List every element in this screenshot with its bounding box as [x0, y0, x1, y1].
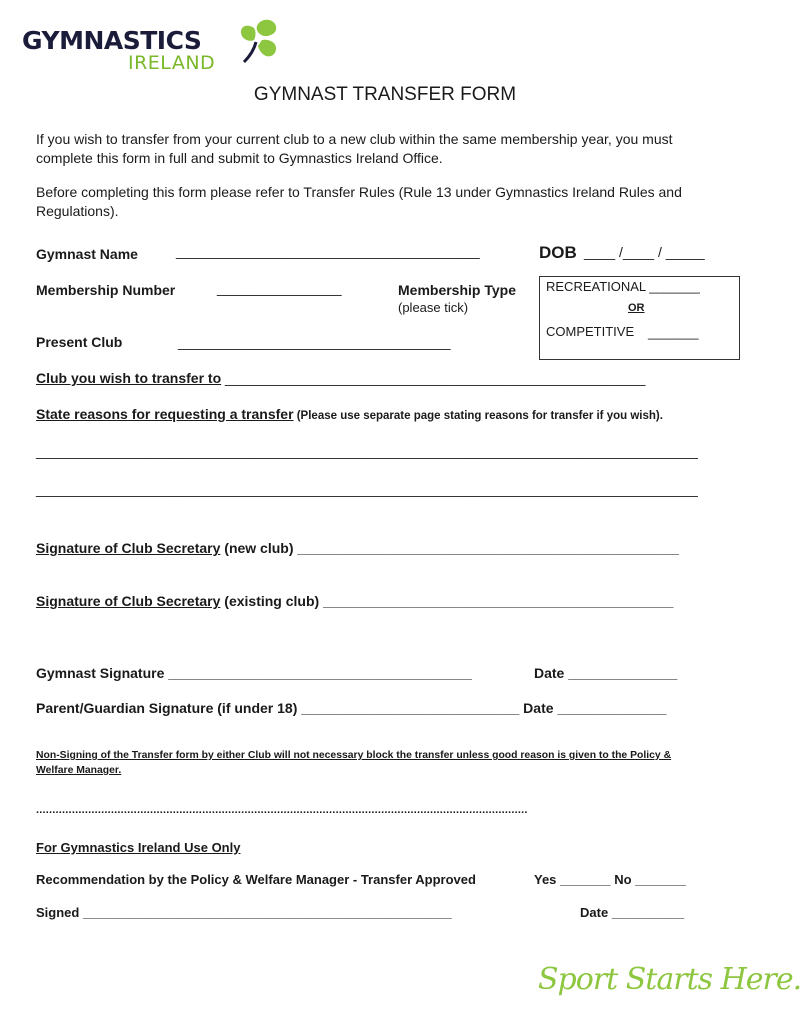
club-transfer-to-row — [36, 370, 645, 386]
logo — [22, 18, 287, 78]
dob-label: DOB — [539, 243, 577, 262]
club-transfer-to-label: Club you wish to transfer to — [36, 370, 222, 386]
dob-field[interactable]: ____ /____ / _____ — [584, 244, 705, 260]
recreational-option[interactable]: RECREATIONAL _______ — [546, 279, 700, 294]
page-title: GYMNAST TRANSFER FORM — [253, 84, 517, 105]
state-reasons-row — [36, 406, 663, 424]
present-club-label: Present Club — [36, 334, 123, 350]
gymnast-signature-field[interactable]: Gymnast Signature _______________________________________ — [36, 665, 472, 681]
tagline: Sport Starts Here. — [538, 962, 801, 997]
please-tick-note: (please tick) — [398, 300, 469, 315]
state-reasons-note: (Please use separate page stating reasons for transfer if you wish). — [293, 410, 663, 422]
state-reasons-label: State reasons for requesting a transfer — [36, 406, 294, 422]
membership-number-field[interactable]: ________________ — [217, 280, 342, 296]
official-use-heading: For Gymnastics Ireland Use Only — [36, 840, 241, 855]
recommendation-label: Recommendation by the Policy & Welfare Manager - Transfer Approved — [36, 872, 476, 887]
competitive-option[interactable]: COMPETITIVE — [546, 324, 635, 339]
sig-secretary-new-label: Signature of Club Secretary — [36, 540, 221, 556]
shamrock-leaf-icon — [234, 18, 284, 66]
present-club-field[interactable]: ___________________________________ — [178, 334, 451, 350]
logo-wordmark: GYMNASTICS — [22, 26, 202, 55]
club-transfer-to-field[interactable]: ______________________________________________________ — [221, 370, 646, 386]
official-date-field[interactable]: Date __________ — [580, 905, 685, 920]
parent-signature-field[interactable]: Parent/Guardian Signature (if under 18) ____________________________ Date ______________ — [36, 700, 667, 716]
intro-paragraph-1-line-2: complete this form in full and submit to Gymnastics Ireland Office. — [36, 150, 443, 166]
membership-number-label: Membership Number — [36, 282, 176, 298]
sig-secretary-new-row — [36, 540, 679, 556]
membership-type-label: Membership Type — [398, 282, 516, 298]
sig-secretary-existing-row — [36, 593, 673, 609]
intro-paragraph-1-line-1: If you wish to transfer from your current club to a new club within the same membership year, you must — [36, 131, 673, 147]
approved-yes-no-field[interactable]: Yes _______ No _______ — [534, 872, 686, 887]
gymnast-name-label: Gymnast Name — [36, 246, 138, 262]
or-separator: OR — [628, 302, 645, 314]
intro-paragraph-2-line-1: Before completing this form please refer to Transfer Rules (Rule 13 under Gymnastics Ireland Rules and — [36, 184, 682, 200]
intro-paragraph-2-line-2: Regulations). — [36, 203, 119, 219]
reason-line-2[interactable]: _____________________________________________________________________________________ — [36, 481, 698, 497]
non-signing-notice-line-2: Welfare Manager. — [36, 765, 122, 776]
logo-subtitle: IRELAND — [128, 52, 216, 74]
sig-secretary-new-field[interactable]: (new club) _________________________________________________ — [220, 540, 679, 556]
non-signing-notice-line-1: Non-Signing of the Transfer form by either Club will not necessary block the transfer unless good reason is given to the Policy & — [36, 750, 672, 761]
competitive-tick-field[interactable]: _______ — [648, 325, 699, 340]
signed-field[interactable]: Signed ___________________________________________________ — [36, 905, 452, 920]
sig-secretary-existing-label: Signature of Club Secretary — [36, 593, 221, 609]
reason-line-1[interactable]: _____________________________________________________________________________________ — [36, 443, 698, 459]
sig-secretary-existing-field[interactable]: (existing club) _____________________________________________ — [220, 593, 674, 609]
gymnast-name-field[interactable]: _______________________________________ — [176, 243, 480, 259]
dotted-separator: ....................................................................................................................................................... — [36, 804, 528, 816]
gymnast-signature-date-field[interactable]: Date ______________ — [534, 665, 678, 681]
